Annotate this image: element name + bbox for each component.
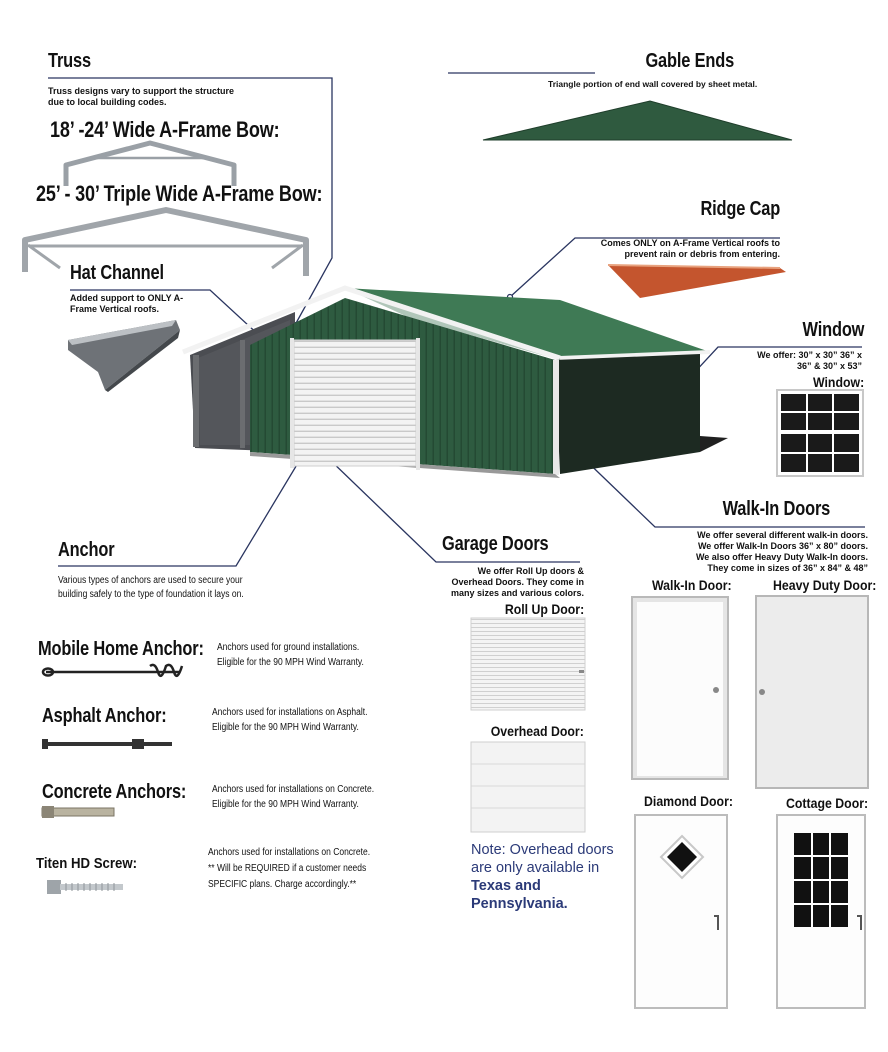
anchor-desc-line: Eligible for the 90 MPH Wind Warranty. [212,722,359,733]
anchor-desc-line: Eligible for the 90 MPH Wind Warranty. [212,799,359,810]
window-title: Window [802,319,864,341]
titen-screw-image [47,880,123,894]
bow1-label: 18’ -24’ Wide A-Frame Bow: [50,117,280,142]
anchor-desc-line: Anchors used for installations on Concrete. [208,847,371,858]
anchor-name: Concrete Anchors: [42,781,187,803]
cottage-door-image [777,815,865,1008]
walkin-desc-line: We offer several different walk-in doors. [697,530,868,540]
heavy-duty-door-image [756,596,868,788]
cottage-door-label: Cottage Door: [786,795,869,811]
anchor-desc-line: Anchors used for installations on Asphalt. [212,707,368,718]
window-image [777,390,863,476]
walkin-desc-line: We offer Walk-In Doors 36” x 80” doors. [697,541,868,551]
walkin-desc-line: We also offer Heavy Duty Walk-In doors. [695,552,868,562]
ridge-cap-image [608,265,786,298]
walkin-title: Walk-In Doors [722,498,830,520]
note-text: Note: Overhead doors are only available in [471,842,614,876]
gable-title: Gable Ends [645,50,734,72]
garage-title: Garage Doors [442,533,549,555]
ridge-title: Ridge Cap [700,198,780,220]
window-desc: We offer: 30” x 30” 36” x 36” & 30” x 53” [757,350,862,371]
anchor-title: Anchor [58,539,115,561]
anchor-desc: Various types of anchors are used to secure your building safely to the type of foundation it lays on. [58,575,244,600]
anchor-desc-line: Anchors used for installations on Concrete. [212,784,375,795]
gable-end-image [483,101,792,140]
overhead-availability-note [471,841,621,913]
anchor-desc-line: SPECIFIC plans. Charge accordingly.** [208,879,357,890]
a-frame-bow-small [66,143,234,186]
walkin-desc [628,530,868,574]
anchor-name: Mobile Home Anchor: [38,638,204,660]
anchor-desc-line: ** Will be REQUIRED if a customer needs [208,863,367,874]
roll-up-door-image [471,618,585,710]
anchor-desc-line: Anchors used for ground installations. [217,642,360,653]
building-illustration [183,288,728,478]
walk-in-door-image [632,597,728,779]
heavy-duty-door-label: Heavy Duty Door: [773,577,877,593]
ridge-desc: Comes ONLY on A-Frame Vertical roofs to prevent rain or debris from entering. [600,238,780,259]
note-states: Texas and Pennsylvania. [471,878,568,912]
bow2-label: 25’ - 30’ Triple Wide A-Frame Bow: [36,181,323,206]
walk-in-door-label: Walk-In Door: [652,577,732,593]
a-frame-bow-triple [25,210,306,276]
roll-up-door-label: Roll Up Door: [504,601,584,617]
garage-desc: We offer Roll Up doors & Overhead Doors. They come in many sizes and various colors. [450,566,584,598]
overhead-door-label: Overhead Door: [490,723,584,739]
mobile-home-anchor-image [43,665,182,676]
hat-title: Hat Channel [70,262,164,284]
anchor-desc-line: Eligible for the 90 MPH Wind Warranty. [217,657,364,668]
gable-desc: Triangle portion of end wall covered by sheet metal. [548,79,758,89]
concrete-anchor-image [42,806,114,818]
diamond-door-image [635,815,727,1008]
window-label: Window: [812,374,864,390]
asphalt-anchor-image [42,739,172,749]
anchor-name: Titen HD Screw: [36,855,137,872]
truss-desc: Truss designs vary to support the structure due to local building codes. [48,86,235,107]
overhead-door-image [471,742,585,832]
hat-desc: Added support to ONLY A-Frame Vertical roofs. [70,293,184,314]
anchor-name: Asphalt Anchor: [42,705,167,727]
truss-title: Truss [48,50,91,72]
diamond-door-label: Diamond Door: [644,793,733,809]
hat-channel-image [68,320,180,392]
walkin-desc-line: They come in sizes of 36” x 84” & 48” [707,563,868,573]
